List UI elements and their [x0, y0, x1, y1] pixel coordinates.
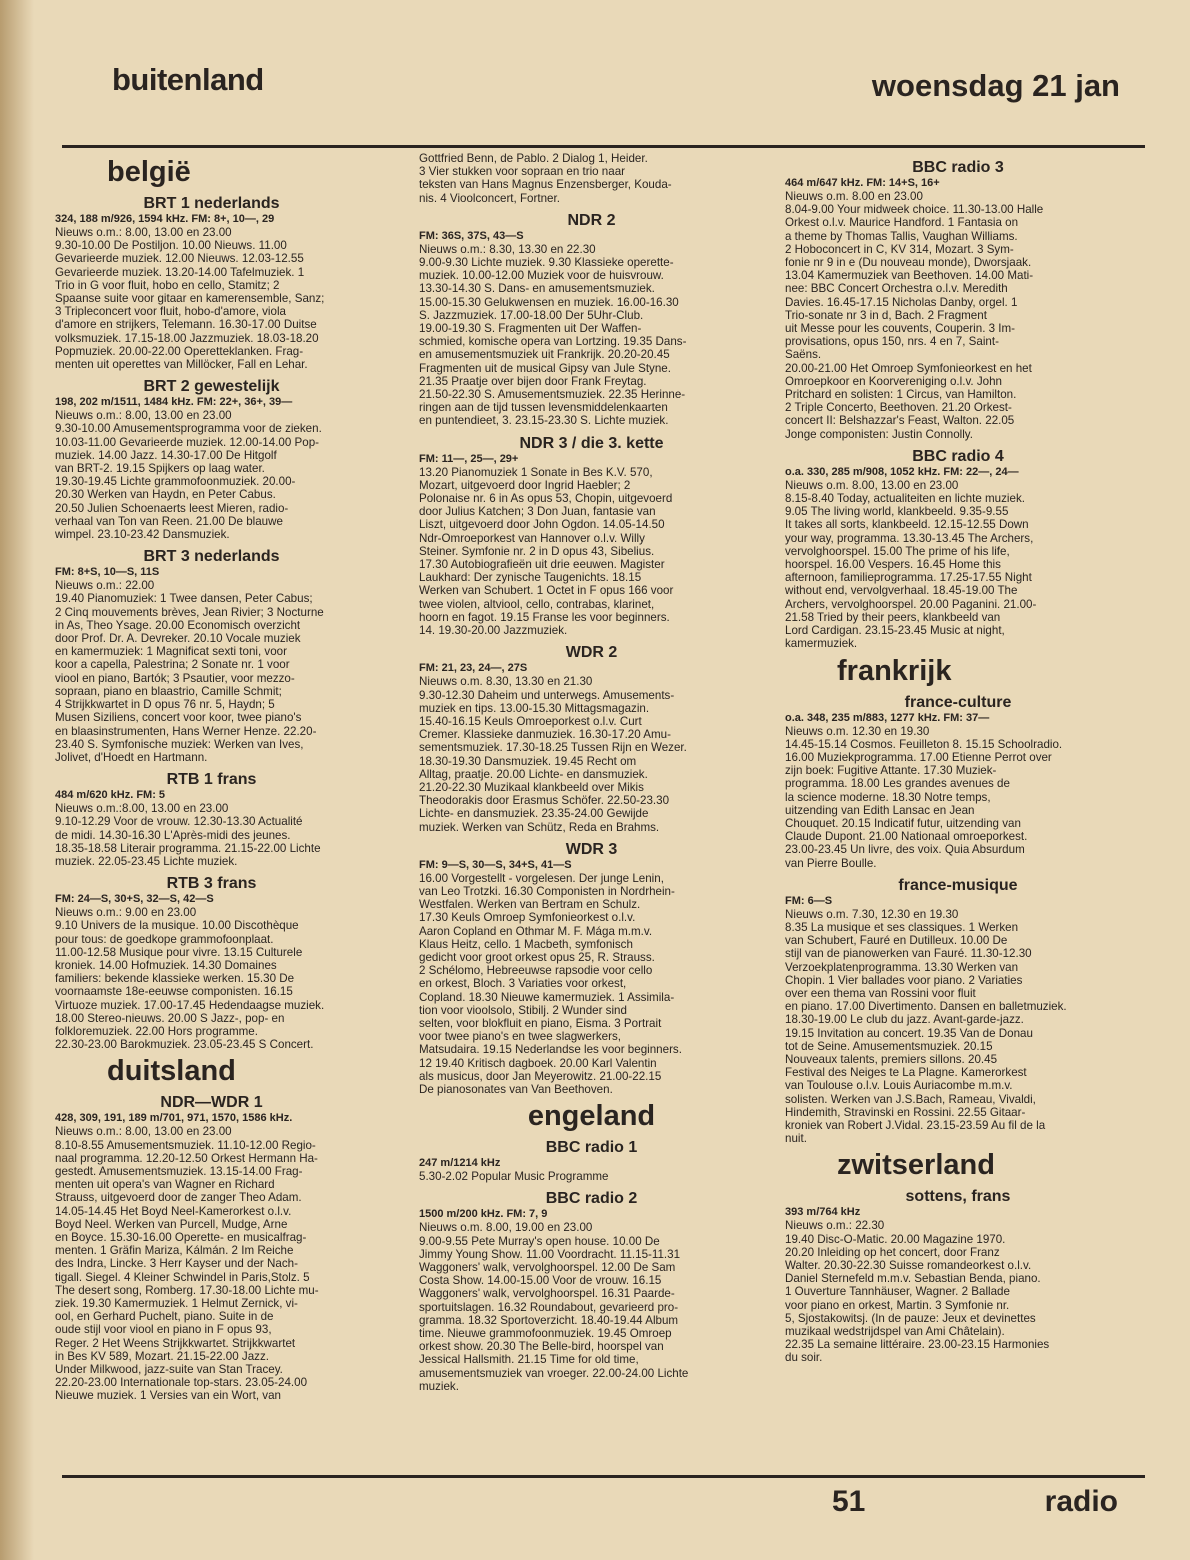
station-name: BRT 2 gewestelijk: [143, 378, 280, 396]
station-program: Nieuws o.m.: 22.30 19.40 Disc-O-Matic. 20.00 Magazine 1970. 20.20 Inleiding op het concert, door Franz Walter. 20.30-22.30 Suisse romandeorkest o.l.v. Daniel Sternefeld m.m.v. Sebastian Benda, piano. 1 Ouverture Tannhäuser, Wagner. 2 Ballade voor piano en orkest, Martin. 3 Symfonie nr. 5, Sjostakowitsj. (In de pauze: Jeux et devinettes muzikaal wedstrijdspel van Ami Châtelain). 22.35 La semaine littéraire. 23.00-23.15 Harmonies du soir.: [785, 1219, 1050, 1365]
station-frequency: FM: 21, 23, 24—, 27S: [419, 662, 528, 675]
station-name: WDR 3: [565, 840, 618, 858]
page-gutter: [0, 0, 34, 1560]
station-name: sottens, frans: [905, 1188, 1011, 1206]
station-program: Nieuws o.m. 8.00, 19.00 en 23.00 9.00-9.55 Pete Murray's open house. 10.00 De Jimmy Young Show. 11.00 Voordracht. 11.15-11.31 Waggoners' walk, vervolghoorspel. 12.00 De Sam Costa Show. 14.00-15.00 Voor de vrouw. 16.15 Waggoners' walk, vervolghoorspel. 16.31 Paarde- sportuitslagen. 16.32 Roundabout, gevarieerd pro- gramma. 18.32 Sportoverzicht. 18.40-19.44 Album time. Nieuwe grammofoonmuziek. 19.45 Omroep orkest show. 20.30 The Belle-bird, hoorspel van Jessical Hallsmith. 21.15 Time for old time, amusementsmuziek van vroeger. 22.00-24.00 Lichte muziek.: [419, 1221, 689, 1393]
station-frequency: 1500 m/200 kHz. FM: 7, 9: [419, 1208, 548, 1221]
station-frequency: o.a. 330, 285 m/908, 1052 kHz. FM: 22—, 24—: [785, 465, 1019, 478]
station-name: WDR 2: [565, 644, 618, 662]
station-name: RTB 1 frans: [166, 771, 257, 789]
station-frequency: 198, 202 m/1511, 1484 kHz. FM: 22+, 36+, 39—: [55, 396, 293, 409]
bottom-rule: [62, 1475, 1145, 1478]
station-frequency: 484 m/620 kHz. FM: 5: [55, 789, 166, 802]
country-heading-belgie: belgië: [107, 156, 191, 188]
station-name: BBC radio 1: [545, 1139, 638, 1157]
top-rule: [62, 145, 1145, 148]
station-frequency: 324, 188 m/926, 1594 kHz. FM: 8+, 10—, 29: [55, 213, 275, 225]
station-frequency: FM: 11—, 25—, 29+: [419, 452, 519, 465]
country-heading-engeland: engeland: [527, 1100, 656, 1133]
station-program: 13.20 Pianomuziek 1 Sonate in Bes K.V. 570, Mozart, uitgevoerd door Ingrid Haebler; 2 Polonaise nr. 6 in As opus 53, Chopin, uitgevoerd door Julius Katchen; 3 Don Juan, fantasie van Liszt, uitgevoerd door John Ogdon. 14.05-14.50 Ndr-Omroeporkest van Hannover o.l.v. Willy Steiner. Symfonie nr. 2 in D opus 43, Sibelius. 17.30 Autobiografieën uit drie eeuwen. Magister Laukhard: Der zynische Taugenichts. 18.15 Werken van Schubert. 1 Octet in F opus 166 voor twee violen, altviool, cello, contrabas, klarinet, hoorn en fagot. 19.15 Franse les voor beginners. 14. 19.30-20.00 Jazzmuziek.: [419, 465, 674, 638]
station-name: france-culture: [904, 693, 1012, 711]
station-frequency: FM: 9—S, 30—S, 34+S, 41—S: [419, 858, 572, 871]
station-name: france-musique: [898, 876, 1018, 894]
station-name: BRT 1 nederlands: [143, 195, 280, 212]
station-program: Nieuws o.m. 8.30, 13.30 en 21.30 9.30-12.30 Daheim und unterwegs. Amusements- muziek en tips. 13.00-15.30 Mittagsmagazin. 15.40-16.15 Keuls Omroeporkest o.l.v. Curt Cremer. Klassieke danmuziek. 16.30-17.20 Amu- sementsmuziek. 17.30-18.25 Tussen Rijn en Wezer. 18.30-19.30 Dansmuziek. 19.45 Recht om Alltag, praatje. 20.00 Lichte- en dansmuziek. 21.20-22.30 Muzikaal klankbeeld over Mikis Theodorakis door Erasmus Schöfer. 22.50-23.30 Lichte- en dansmuziek. 23.35-24.00 Gewijde muziek. Werken van Schütz, Reda en Brahms.: [419, 675, 687, 834]
station-program: Nieuws o.m. 12.30 en 19.30 14.45-15.14 Cosmos. Feuilleton 8. 15.15 Schoolradio. 16.00 Muziekprogramma. 17.00 Etienne Perrot over zijn boek: Fugitive Attante. 17.30 Muziek- programma. 18.00 Les grandes avenues de la science moderne. 18.30 Notre temps, uitzending van Edith Lansac en Jean Chouquet. 20.15 Indicatif futur, uitzending van Claude Dupont. 21.00 Nationaal omroeporkest. 23.00-23.45 Un livre, des voix. Quia Absurdum van Pierre Boulle.: [785, 724, 1063, 870]
continued-text: Gottfried Benn, de Pablo. 2 Dialog 1, Heider. 3 Vier stukken voor sopraan en trio naar teksten van Hans Magnus Enzensberger, Kouda- nis. 4 Vioolconcert, Fortner.: [419, 152, 672, 205]
station-frequency: 464 m/647 kHz. FM: 14+S, 16+: [785, 177, 940, 189]
station-frequency: 247 m/1214 kHz: [419, 1157, 501, 1170]
country-heading-zwitserland: zwitserland: [837, 1149, 995, 1182]
station-name: BBC radio 4: [912, 447, 1004, 465]
station-name: RTB 3 frans: [166, 875, 257, 893]
station-frequency: 393 m/764 kHz: [785, 1206, 861, 1219]
station-program: Nieuws o.m.: 22.00 19.40 Pianomuziek: 1 Twee dansen, Peter Cabus; 2 Cinq mouvements brèves, Jean Rivier; 3 Nocturne in As, Theo Ysage. 20.00 Economisch overzicht door Prof. Dr. A. Devreker. 20.10 Vocale muziek en kamermuziek: 1 Magnificat sexti toni, voor koor a capella, Palestrina; 2 Sonate nr. 1 voor viool en piano, Bartók; 3 Psautier, voor mezzo- sopraan, piano en blaastrio, Camille Schmit; 4 Strijkkwartet in D opus 76 nr. 5, Haydn; 5 Musen Siziliens, concert voor koor, twee piano's en blaasinstrumenten, Hans Werner Henze. 22.20- 23.40 S. Symfonische muziek: Werken van Ives, Jolivet, d'Hoedt en Hartmann.: [55, 579, 324, 764]
station-name: NDR—WDR 1: [160, 1094, 263, 1112]
column-3: [785, 152, 1131, 1365]
station-program: Nieuws o.m.: 8.30, 13.30 en 22.30 9.00-9.30 Lichte muziek. 9.30 Klassieke operette- muziek. 10.00-12.00 Muziek voor de huisvrouw. 13.30-14.30 S. Dans- en amusementsmuziek. 15.00-15.30 Gelukwensen en muziek. 16.00-16.30 S. Jazzmuziek. 17.00-18.00 Der 5Uhr-Club. 19.00-19.30 S. Fragmenten uit Der Waffen- schmied, komische opera van Lortzing. 19.35 Dans- en amusementsmuziek uit Frankrijk. 20.20-20.45 Fragmenten uit de musical Gipsy van Jule Styne. 21.35 Praatje over bijen door Frank Freytag. 21.50-22.30 S. Amusementsmuziek. 22.35 Herinne- ringen aan de tijd tussen levensmiddelenkaarten en puntendieet, 3. 23.15-23.30 S. Lichte muziek.: [419, 242, 687, 428]
station-program: Nieuws o.m.: 9.00 en 23.00 9.10 Univers de la musique. 10.00 Discothèque pour tous: de goedkope grammofoonplaat. 11.00-12.58 Musique pour vivre. 13.15 Culturele kroniek. 14.00 Hofmuziek. 14.30 Domaines familiers: bekende klassieke werken. 15.30 De voornaamste 18e-eeuwse componisten. 16.15 Virtuoze muziek. 17.00-17.45 Hedendaagse muziek. 18.00 Stereo-nieuws. 20.00 S Jazz-, pop- en folkloremuziek. 22.00 Hors programme. 22.30-23.00 Barokmuziek. 23.05-23.45 S Concert.: [55, 906, 325, 1052]
station-name: NDR 2: [567, 211, 616, 229]
station-name: BBC radio 2: [545, 1190, 638, 1208]
station-frequency: FM: 6—S: [785, 894, 833, 907]
station-name: BBC radio 3: [912, 159, 1004, 176]
station-frequency: 428, 309, 191, 189 m/701, 971, 1570, 1586 kHz.: [55, 1112, 293, 1125]
station-program: Nieuws o.m.:8.00, 13.00 en 23.00 9.10-12.29 Voor de vrouw. 12.30-13.30 Actualité de midi. 14.30-16.30 L'Après-midi des jeunes. 18.35-18.58 Literair programma. 21.15-22.00 Lichte muziek. 22.05-23.45 Lichte muziek.: [55, 802, 321, 868]
station-program: Nieuws o.m. 8.00, 13.00 en 23.00 8.15-8.40 Today, actualiteiten en lichte muziek. 9.05 The living world, klankbeeld. 9.35-9.55 It takes all sorts, klankbeeld. 12.15-12.55 Down your way, programma. 13.30-13.45 The Archers, vervolghoorspel. 15.00 The prime of his life, hoorspel. 16.00 Vespers. 16.45 Home this afternoon, familieprogramma. 17.25-17.55 Night without end, vervolgverhaal. 18.45-19.00 The Archers, vervolghoorspel. 20.00 Paganini. 21.00- 21.58 Tried by their peers, klankbeeld van Lord Cardigan. 23.15-23.45 Music at night, kamermuziek.: [785, 478, 1037, 651]
station-program: Nieuws o.m.: 8.00, 13.00 en 23.00 9.30-10.00 De Postiljon. 10.00 Nieuws. 11.00 Gevarieerde muziek. 12.00 Nieuws. 12.03-12.55 Gevarieerde muziek. 13.20-14.00 Tafelmuziek. 1 Trio in G voor fluit, hobo en cello, Stamitz; 2 Spaanse suite voor gitaar en kamerensemble, Sanz; 3 Tripleconcert voor fluit, hobo-d'amore, viola d'amore en strijkers, Telemann. 16.30-17.00 Duitse volksmuziek. 17.15-18.00 Jazzmuziek. 18.03-18.20 Popmuziek. 20.00-22.00 Operetteklanken. Frag- menten uit operettes van Millöcker, Fall en Lehar.: [55, 226, 325, 372]
station-program: 5.30-2.02 Popular Music Programme: [419, 1170, 609, 1184]
date-heading: woensdag 21 jan: [871, 68, 1120, 103]
country-heading-frankrijk: frankrijk: [837, 654, 952, 687]
station-program: Nieuws o.m. 7.30, 12.30 en 19.30 8.35 La musique et ses classiques. 1 Werken van Schubert, Fauré en Dutilleux. 10.00 De stijl van de pianowerken van Fauré. 11.30-12.30 Verzoekplatenprogramma. 13.30 Werken van Chopin. 1 Vier ballades voor piano. 2 Variaties over een thema van Rossini voor fluit en piano. 17.00 Divertimento. Dansen en balletmuziek. 18.30-19.00 Le club du jazz. Avant-garde-jazz. 19.15 Invitation au concert. 19.35 Van de Donau tot de Seine. Amusementsmuziek. 20.15 Nouveaux talents, premiers sillons. 20.45 Festival des Neiges te La Plagne. Kamerorkest van Toulouse o.l.v. Louis Auriacombe m.m.v. solisten. Werken van J.S.Bach, Rameau, Vivaldi, Hindemith, Stravinski en Rossini. 22.55 Gitaar- kroniek van Robert J.Vidal. 23.15-23.59 Au fil de la nuit.: [785, 907, 1067, 1146]
page-number: 51: [832, 1485, 866, 1518]
column-2: [419, 152, 764, 1393]
station-frequency: o.a. 348, 235 m/883, 1277 kHz. FM: 37—: [785, 711, 990, 724]
country-heading-duitsland: duitsland: [107, 1055, 236, 1088]
station-name: NDR 3 / die 3. kette: [519, 434, 664, 452]
column-1: [55, 152, 368, 1403]
section-title: buitenland: [112, 62, 264, 97]
station-program: Nieuws o.m.: 8.00, 13.00 en 23.00 9.30-10.00 Amusementsprogramma voor de zieken. 10.03-11.00 Gevarieerde muziek. 12.00-14.00 Pop- muziek. 14.00 Jazz. 14.30-17.00 De Hitgolf van BRT-2. 19.15 Spijkers op laag water. 19.30-19.45 Lichte grammofoonmuziek. 20.00- 20.30 Werken van Haydn, en Peter Cabus. 20.50 Julien Schoenaerts leest Mieren, radio- verhaal van Ton van Reen. 21.00 De blauwe wimpel. 23.10-23.42 Dansmuziek.: [55, 409, 322, 542]
station-name: BRT 3 nederlands: [143, 548, 280, 566]
section-footer: radio: [1044, 1485, 1118, 1518]
station-program: Nieuws o.m.: 8.00, 13.00 en 23.00 8.10-8.55 Amusementsmuziek. 11.10-12.00 Regio- naal programma. 12.20-12.50 Orkest Hermann Ha- gestedt. Amusementsmuziek. 13.15-14.00 Frag- menten uit opera's van Wagner en Richard Strauss, uitgevoerd door de zanger Theo Adam. 14.05-14.45 Het Boyd Neel-Kamerorkest o.l.v. Boyd Neel. Werken van Purcell, Mudge, Arne en Boyce. 15.30-16.00 Operette- en musicalfrag- menten. 1 Gräfin Mariza, Kálmán. 2 Im Reiche des Indra, Lincke. 3 Herr Kayser und der Nach- tigall. Siegel. 4 Kleiner Schwindel in Paris,Stolz. 5 The desert song, Romberg. 17.30-18.00 Lichte mu- ziek. 19.30 Kamermuziek. 1 Helmut Zernick, vi- ool, en Gerhard Puchelt, piano. Suite in de oude stijl voor viool en piano in F opus 93, Reger. 2 Het Weens Strijkkwartet. Strijkkwartet in Bes KV 589, Mozart. 21.15-22.00 Jazz. Under Milkwood, jazz-suite van Stan Tracey. 22.20-23.00 Internationale top-stars. 23.05-24.00 Nieuwe muziek. 1 Versies van ein Wort, van: [55, 1125, 319, 1403]
station-frequency: FM: 8+S, 10—S, 11S: [55, 566, 160, 579]
station-frequency: FM: 24—S, 30+S, 32—S, 42—S: [55, 893, 214, 906]
station-program: Nieuws o.m. 8.00 en 23.00 8.04-9.00 Your midweek choice. 11.30-13.00 Halle Orkest o.l.v. Maurice Handford. 1 Fantasia on a theme by Thomas Tallis, Vaughan Williams. 2 Hoboconcert in C, KV 314, Mozart. 3 Sym- fonie nr 9 in e (Du nouveau monde), Dworsjaak. 13.04 Kamermuziek van Beethoven. 14.00 Mati- nee: BBC Concert Orchestra o.l.v. Meredith Davies. 16.45-17.15 Nicholas Danby, orgel. 1 Trio-sonate nr 3 in d, Bach. 2 Fragment uit Messe pour les couvents, Couperin. 3 Im- provisations, opus 150, nrs. 4 en 7, Saint- Saëns. 20.00-21.00 Het Omroep Symfonieorkest en het Omroepkoor en Koorvereniging o.l.v. John Pritchard en solisten: 1 Circus, van Hamilton. 2 Triple Concerto, Beethoven. 21.20 Orkest- concert II: Belshazzar's Feast, Walton. 22.05 Jonge componisten: Justin Connolly.: [785, 190, 1044, 441]
station-program: 16.00 Vorgestellt - vorgelesen. Der junge Lenin, van Leo Trotzki. 16.30 Componisten in Nordrhein- Westfalen. Werken van Bertram en Schulz. 17.30 Keuls Omroep Symfonieorkest o.l.v. Aaron Copland en Othmar M. F. Mága m.m.v. Klaus Heitz, cello. 1 Macbeth, symfonisch gedicht voor groot orkest opus 25, R. Strauss. 2 Schélomo, Hebreeuwse rapsodie voor cello en orkest, Bloch. 3 Variaties voor orkest, Copland. 18.30 Nieuwe kamermuziek. 1 Assimila- tion voor vioolsolo, Stibilj. 2 Wunder sind selten, voor blokfluit en piano, Eisma. 3 Portrait voor twee piano's en twee slagwerkers, Matsudaira. 19.15 Nederlandse les voor beginners. 12 19.40 Kritisch dagboek. 20.00 Karl Valentin als musicus, door Jan Meyerowitz. 21.00-22.15 De pianosonates van Van Beethoven.: [419, 871, 682, 1096]
station-frequency: FM: 36S, 37S, 43—S: [419, 229, 524, 242]
